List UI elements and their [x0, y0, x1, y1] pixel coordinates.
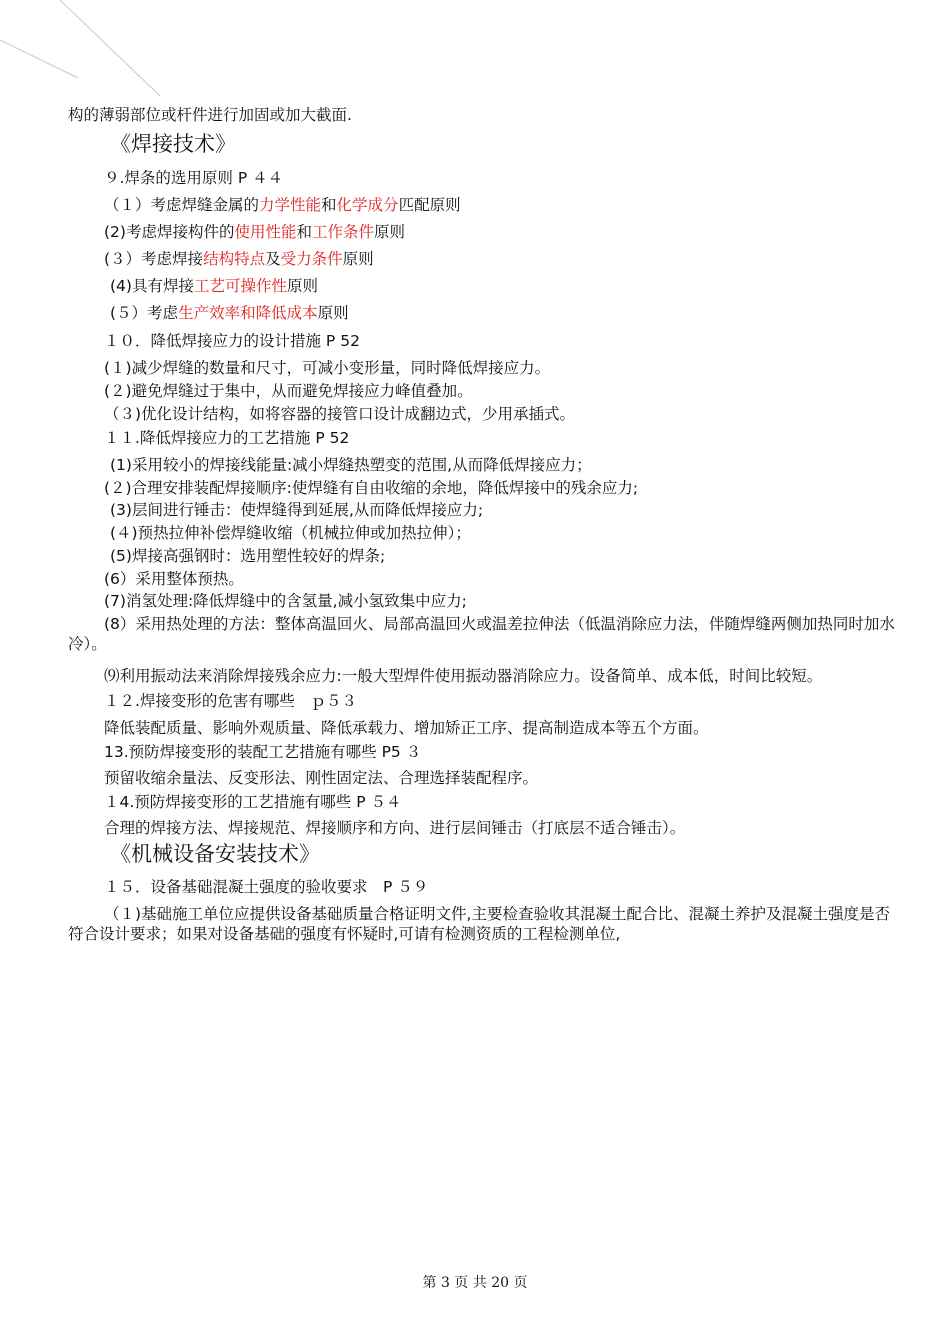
text-span: (３）考虑焊接: [104, 250, 204, 268]
text-span: (2)考虑焊接构件的: [104, 223, 235, 241]
question-heading: １５．设备基础混凝土强度的验收要求 P ５９: [104, 878, 429, 896]
list-item: （３)优化设计结构，如将容器的接管口设计成翻边式，少用承插式。: [104, 405, 576, 423]
question-heading: 13.预防焊接变形的装配工艺措施有哪些 P5 ３: [104, 743, 422, 761]
answer-text: 合理的焊接方法、焊接规范、焊接顺序和方向、进行层间锤击（打底层不适合锤击）。: [104, 819, 686, 837]
highlight-text: 化学成分: [336, 196, 399, 214]
text-span: (4)具有焊接: [110, 277, 194, 295]
highlight-text: 结构特点: [203, 250, 266, 268]
text-span: 和: [321, 196, 337, 214]
section-heading-mechanical: 《机械设备安装技术》: [110, 842, 320, 866]
highlight-text: 受力条件: [280, 250, 343, 268]
paragraph: （１)基础施工单位应提供设备基础质量合格证明文件,主要检查验收其混凝土配合比、混凝土养护及混凝土强度是否符合设计要求；如果对设备基础的强度有怀疑时,可请有检测资质的工程检测单位,: [68, 905, 890, 943]
list-item: [104, 195, 461, 215]
list-item: [110, 276, 318, 296]
text-span: 原则: [342, 250, 374, 268]
text-span: 原则: [317, 304, 349, 322]
list-item: (3)层间进行锤击：使焊缝得到延展,从而降低焊接应力;: [110, 501, 484, 519]
list-item: (４)预热拉伸补偿焊缝收缩（机械拉伸或加热拉伸）；: [110, 524, 471, 542]
text-span: 原则: [374, 223, 406, 241]
text-span: 和: [296, 223, 312, 241]
section-heading-welding: 《焊接技术》: [110, 132, 236, 156]
list-item: [104, 222, 405, 242]
paragraph: (8）采用热处理的方法：整体高温回火、局部高温回火或温差拉伸法（低温消除应力法，伴随焊缝两侧加热同时加水冷）。: [68, 615, 895, 653]
list-item: (6）采用整体预热。: [104, 570, 244, 588]
list-item: [104, 249, 374, 269]
list-item: [110, 303, 349, 323]
text-line: 构的薄弱部位或杆件进行加固或加大截面.: [68, 106, 352, 124]
page-corner-fold-decoration: [0, 0, 170, 100]
list-item: (1)采用较小的焊接线能量:减小焊缝热塑变的范围,从而降低焊接应力；: [110, 456, 592, 474]
text-span: （１）考虑焊缝金属的: [104, 196, 260, 214]
highlight-text: 工作条件: [312, 223, 375, 241]
page-number: 第 3 页 共 20 页: [422, 1275, 528, 1291]
list-item: (7)消氢处理:降低焊缝中的含氢量,减小氢致集中应力;: [104, 592, 467, 610]
text-span: (５）考虑: [110, 304, 179, 322]
highlight-text: 生产效率和降低成本: [178, 304, 318, 322]
list-item: (２)避免焊缝过于集中，从而避免焊接应力峰值叠加。: [104, 382, 473, 400]
list-item: (5)焊接高强钢时：选用塑性较好的焊条;: [110, 547, 386, 565]
text-span: 及: [265, 250, 281, 268]
answer-text: 预留收缩余量法、反变形法、刚性固定法、合理选择装配程序。: [104, 769, 539, 787]
question-heading: １０．降低焊接应力的设计措施 P 52: [104, 332, 360, 350]
question-heading: １4.预防焊接变形的工艺措施有哪些 P ５４: [104, 793, 402, 811]
list-item: ⑼利用振动法来消除焊接残余应力:一般大型焊件使用振动器消除应力。设备简单、成本低，时间比较短。: [104, 667, 823, 685]
highlight-text: 力学性能: [259, 196, 322, 214]
highlight-text: 工艺可操作性: [193, 277, 287, 295]
question-heading: ９.焊条的选用原则 P ４４: [104, 169, 284, 187]
list-item: (２)合理安排装配焊接顺序:使焊缝有自由收缩的余地，降低焊接中的残余应力;: [104, 479, 639, 497]
list-item: (１)减少焊缝的数量和尺寸，可减小变形量，同时降低焊接应力。: [104, 359, 551, 377]
text-span: 匹配原则: [398, 196, 461, 214]
question-heading: １１.降低焊接应力的工艺措施 P 52: [104, 429, 350, 447]
highlight-text: 使用性能: [234, 223, 297, 241]
answer-text: 降低装配质量、影响外观质量、降低承载力、增加矫正工序、提高制造成本等五个方面。: [104, 719, 709, 737]
text-span: 原则: [286, 277, 318, 295]
question-heading: １２.焊接变形的危害有哪些 ｐ５３: [104, 692, 357, 710]
